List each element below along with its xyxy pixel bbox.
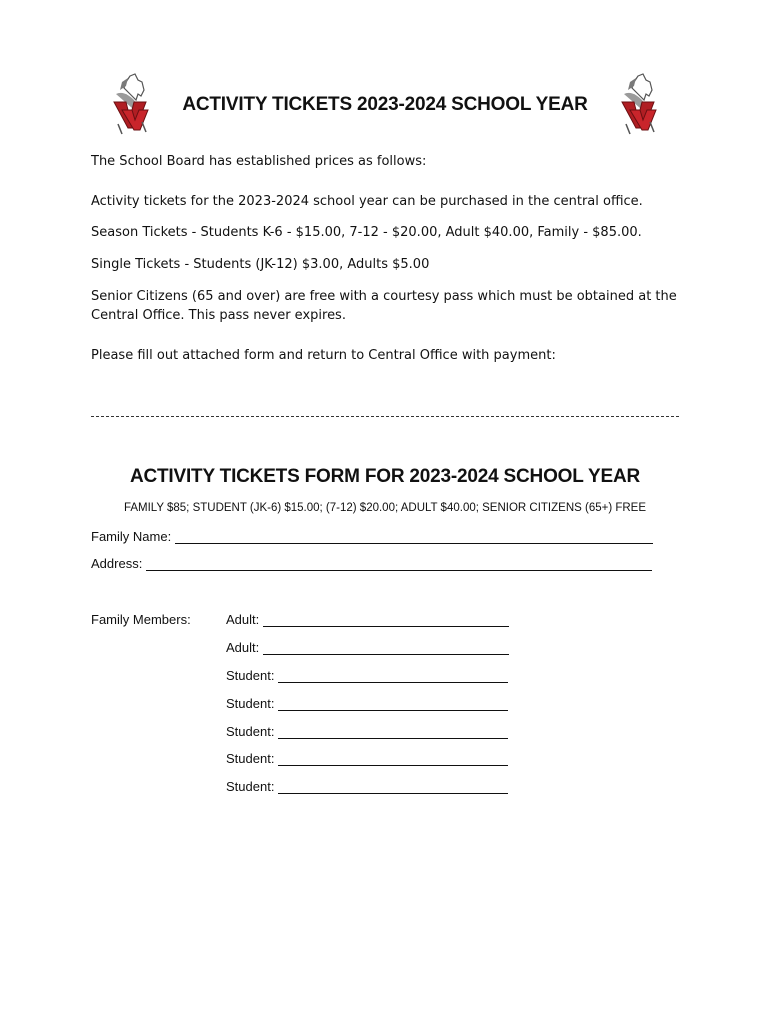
member-field-student[interactable] <box>226 779 508 794</box>
member-field-student[interactable] <box>226 696 508 711</box>
senior-citizens-text: Senior Citizens (65 and over) are free with a courtesy pass which must be obtained at the Central Office. This pass never expires. <box>91 289 677 323</box>
member-label: Adult: <box>226 612 260 627</box>
member-label: Student: <box>226 696 275 711</box>
member-field-student[interactable] <box>226 724 508 739</box>
address-input-line[interactable] <box>146 556 652 571</box>
intro-line: The School Board has established prices as follows: <box>91 154 427 169</box>
member-input-line[interactable] <box>278 696 508 711</box>
member-input-line[interactable] <box>263 612 509 627</box>
member-label: Student: <box>226 779 275 794</box>
family-name-field[interactable] <box>91 529 653 544</box>
mustang-logo-icon <box>616 72 662 138</box>
page-title: ACTIVITY TICKETS 2023-2024 SCHOOL YEAR <box>182 94 588 115</box>
member-field-adult[interactable] <box>226 612 509 627</box>
intro-line: Activity tickets for the 2023-2024 school year can be purchased in the central office. <box>91 194 643 209</box>
member-label: Student: <box>226 751 275 766</box>
season-tickets-text: Season Tickets - Students K-6 - $15.00, 7-12 - $20.00, Adult $40.00, Family - $85.00. <box>91 225 642 240</box>
family-name-input-line[interactable] <box>175 529 653 544</box>
member-field-student[interactable] <box>226 751 508 766</box>
member-label: Adult: <box>226 640 260 655</box>
address-label: Address: <box>91 556 143 571</box>
member-input-line[interactable] <box>263 640 509 655</box>
member-field-student[interactable] <box>226 668 508 683</box>
member-input-line[interactable] <box>278 724 508 739</box>
member-field-adult[interactable] <box>226 640 509 655</box>
form-prices: FAMILY $85; STUDENT (JK-6) $15.00; (7-12) $20.00; ADULT $40.00; SENIOR CITIZENS (65+) FREE <box>123 502 647 514</box>
address-field[interactable] <box>91 556 652 571</box>
member-label: Student: <box>226 724 275 739</box>
single-tickets-text: Single Tickets - Students (JK-12) $3.00, Adults $5.00 <box>91 257 430 272</box>
instructions-text: Please fill out attached form and return to Central Office with payment: <box>91 348 556 363</box>
member-input-line[interactable] <box>278 751 508 766</box>
cut-line-divider <box>91 416 679 417</box>
member-input-line[interactable] <box>278 668 508 683</box>
form-title: ACTIVITY TICKETS FORM FOR 2023-2024 SCHOOL YEAR <box>129 466 641 487</box>
family-name-label: Family Name: <box>91 529 172 544</box>
member-input-line[interactable] <box>278 779 508 794</box>
family-members-label: Family Members: <box>91 612 191 627</box>
member-label: Student: <box>226 668 275 683</box>
